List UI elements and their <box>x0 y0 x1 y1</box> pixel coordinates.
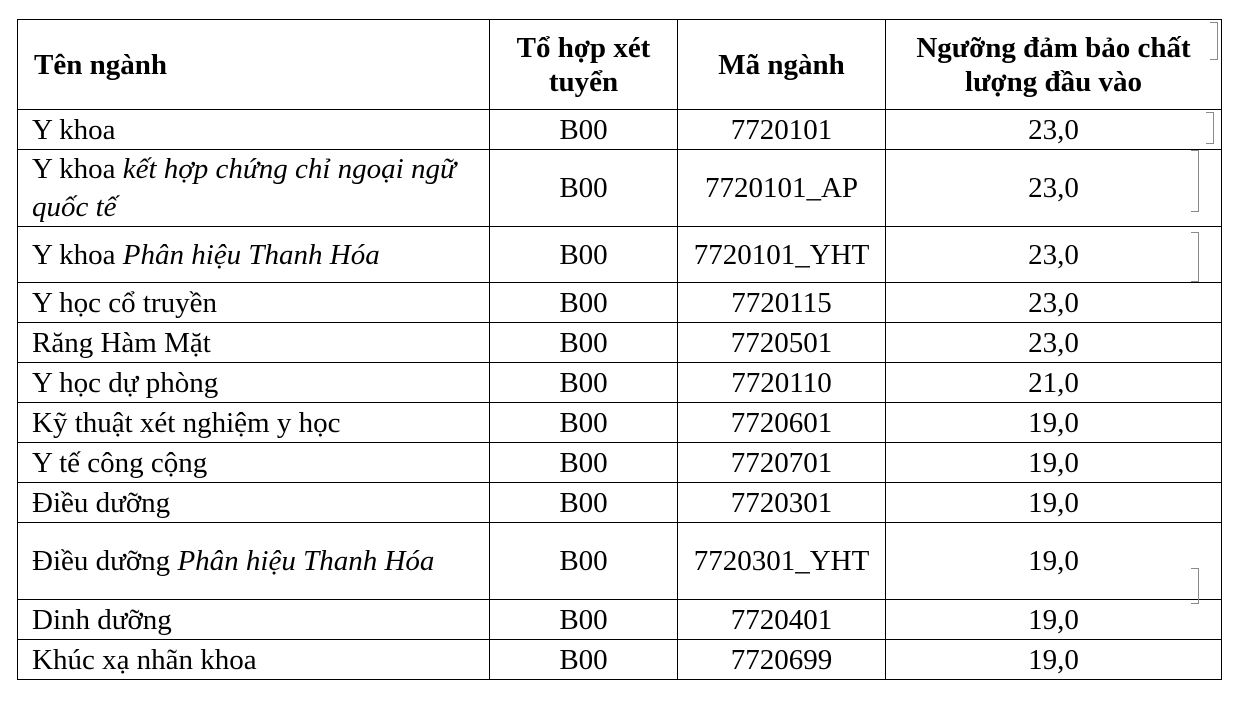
table-row <box>18 363 1222 403</box>
table-row <box>18 600 1222 640</box>
major-name-cell <box>18 483 490 523</box>
threshold-cell: 19,0 <box>886 600 1222 640</box>
subject-combination-cell: B00 <box>490 600 678 640</box>
table-row <box>18 403 1222 443</box>
major-name-cell <box>18 150 490 227</box>
major-code-cell: 7720401 <box>678 600 886 640</box>
table-row <box>18 110 1222 150</box>
major-name: Y khoa <box>32 153 123 185</box>
major-code-cell: 7720701 <box>678 443 886 483</box>
table-row <box>18 227 1222 283</box>
major-name-cell <box>18 363 490 403</box>
table-row <box>18 483 1222 523</box>
major-code-cell: 7720601 <box>678 403 886 443</box>
major-name-note: kết hợp chứng chỉ ngoại ngữ quốc tế <box>32 153 456 223</box>
subject-combination-cell: B00 <box>490 227 678 283</box>
table-row <box>18 283 1222 323</box>
major-name-cell <box>18 283 490 323</box>
threshold-cell: 23,0 <box>886 110 1222 150</box>
major-name: Y khoa <box>32 238 123 271</box>
major-name-cell <box>18 443 490 483</box>
subject-combination-cell: B00 <box>490 523 678 600</box>
major-name-note: Phân hiệu Thanh Hóa <box>122 238 380 271</box>
table-row <box>18 150 1222 227</box>
major-name-cell <box>18 640 490 680</box>
major-name-cell <box>18 403 490 443</box>
edge-bracket-mark <box>1191 568 1199 604</box>
major-code-cell: 7720501 <box>678 323 886 363</box>
major-code-cell: 7720110 <box>678 363 886 403</box>
header-subject-combination: Tổ hợp xét tuyển <box>490 20 678 110</box>
major-name: Điều dưỡng <box>32 486 171 519</box>
threshold-cell: 19,0 <box>886 640 1222 680</box>
table-header-row <box>18 20 1222 110</box>
edge-bracket-mark <box>1191 232 1199 282</box>
header-major-name: Tên ngành <box>18 20 490 110</box>
major-name: Điều dưỡng <box>32 545 178 577</box>
table-row <box>18 323 1222 363</box>
major-name: Kỹ thuật xét nghiệm y học <box>32 406 341 439</box>
threshold-cell: 23,0 <box>886 227 1222 283</box>
subject-combination-cell: B00 <box>490 443 678 483</box>
major-code-cell: 7720301 <box>678 483 886 523</box>
major-name: Răng Hàm Mặt <box>32 326 211 359</box>
table-row <box>18 443 1222 483</box>
major-name-cell <box>18 227 490 283</box>
major-name-note: Phân hiệu Thanh Hóa <box>177 545 435 577</box>
subject-combination-cell: B00 <box>490 283 678 323</box>
major-code-cell: 7720101 <box>678 110 886 150</box>
threshold-cell: 23,0 <box>886 323 1222 363</box>
table-row <box>18 523 1222 600</box>
subject-combination-cell: B00 <box>490 403 678 443</box>
threshold-cell: 21,0 <box>886 363 1222 403</box>
major-name-cell <box>18 600 490 640</box>
major-name: Y học cổ truyền <box>32 286 217 319</box>
header-major-code: Mã ngành <box>678 20 886 110</box>
threshold-cell: 23,0 <box>886 283 1222 323</box>
major-name: Y học dự phòng <box>32 366 219 399</box>
subject-combination-cell: B00 <box>490 110 678 150</box>
major-code-cell: 7720101_AP <box>678 150 886 227</box>
admissions-table <box>17 19 1222 680</box>
subject-combination-cell: B00 <box>490 323 678 363</box>
threshold-cell: 19,0 <box>886 483 1222 523</box>
subject-combination-cell: B00 <box>490 640 678 680</box>
major-code-cell: 7720101_YHT <box>678 227 886 283</box>
major-code-cell: 7720301_YHT <box>678 523 886 600</box>
major-name-cell <box>18 323 490 363</box>
subject-combination-cell: B00 <box>490 150 678 227</box>
subject-combination-cell: B00 <box>490 483 678 523</box>
table-row <box>18 640 1222 680</box>
major-name: Khúc xạ nhãn khoa <box>32 643 257 676</box>
major-code-cell: 7720699 <box>678 640 886 680</box>
threshold-cell: 19,0 <box>886 443 1222 483</box>
major-name: Y khoa <box>32 113 116 146</box>
edge-bracket-mark <box>1210 22 1218 60</box>
major-name-cell <box>18 523 490 600</box>
major-name-cell <box>18 110 490 150</box>
header-quality-threshold: Ngưỡng đảm bảo chất lượng đầu vào <box>886 20 1222 110</box>
major-code-cell: 7720115 <box>678 283 886 323</box>
edge-bracket-mark <box>1191 150 1199 212</box>
major-name: Y tế công cộng <box>32 446 208 479</box>
subject-combination-cell: B00 <box>490 363 678 403</box>
threshold-cell: 23,0 <box>886 150 1222 227</box>
threshold-cell: 19,0 <box>886 403 1222 443</box>
threshold-cell: 19,0 <box>886 523 1222 600</box>
edge-bracket-mark <box>1206 112 1214 144</box>
major-name: Dinh dưỡng <box>32 603 172 636</box>
